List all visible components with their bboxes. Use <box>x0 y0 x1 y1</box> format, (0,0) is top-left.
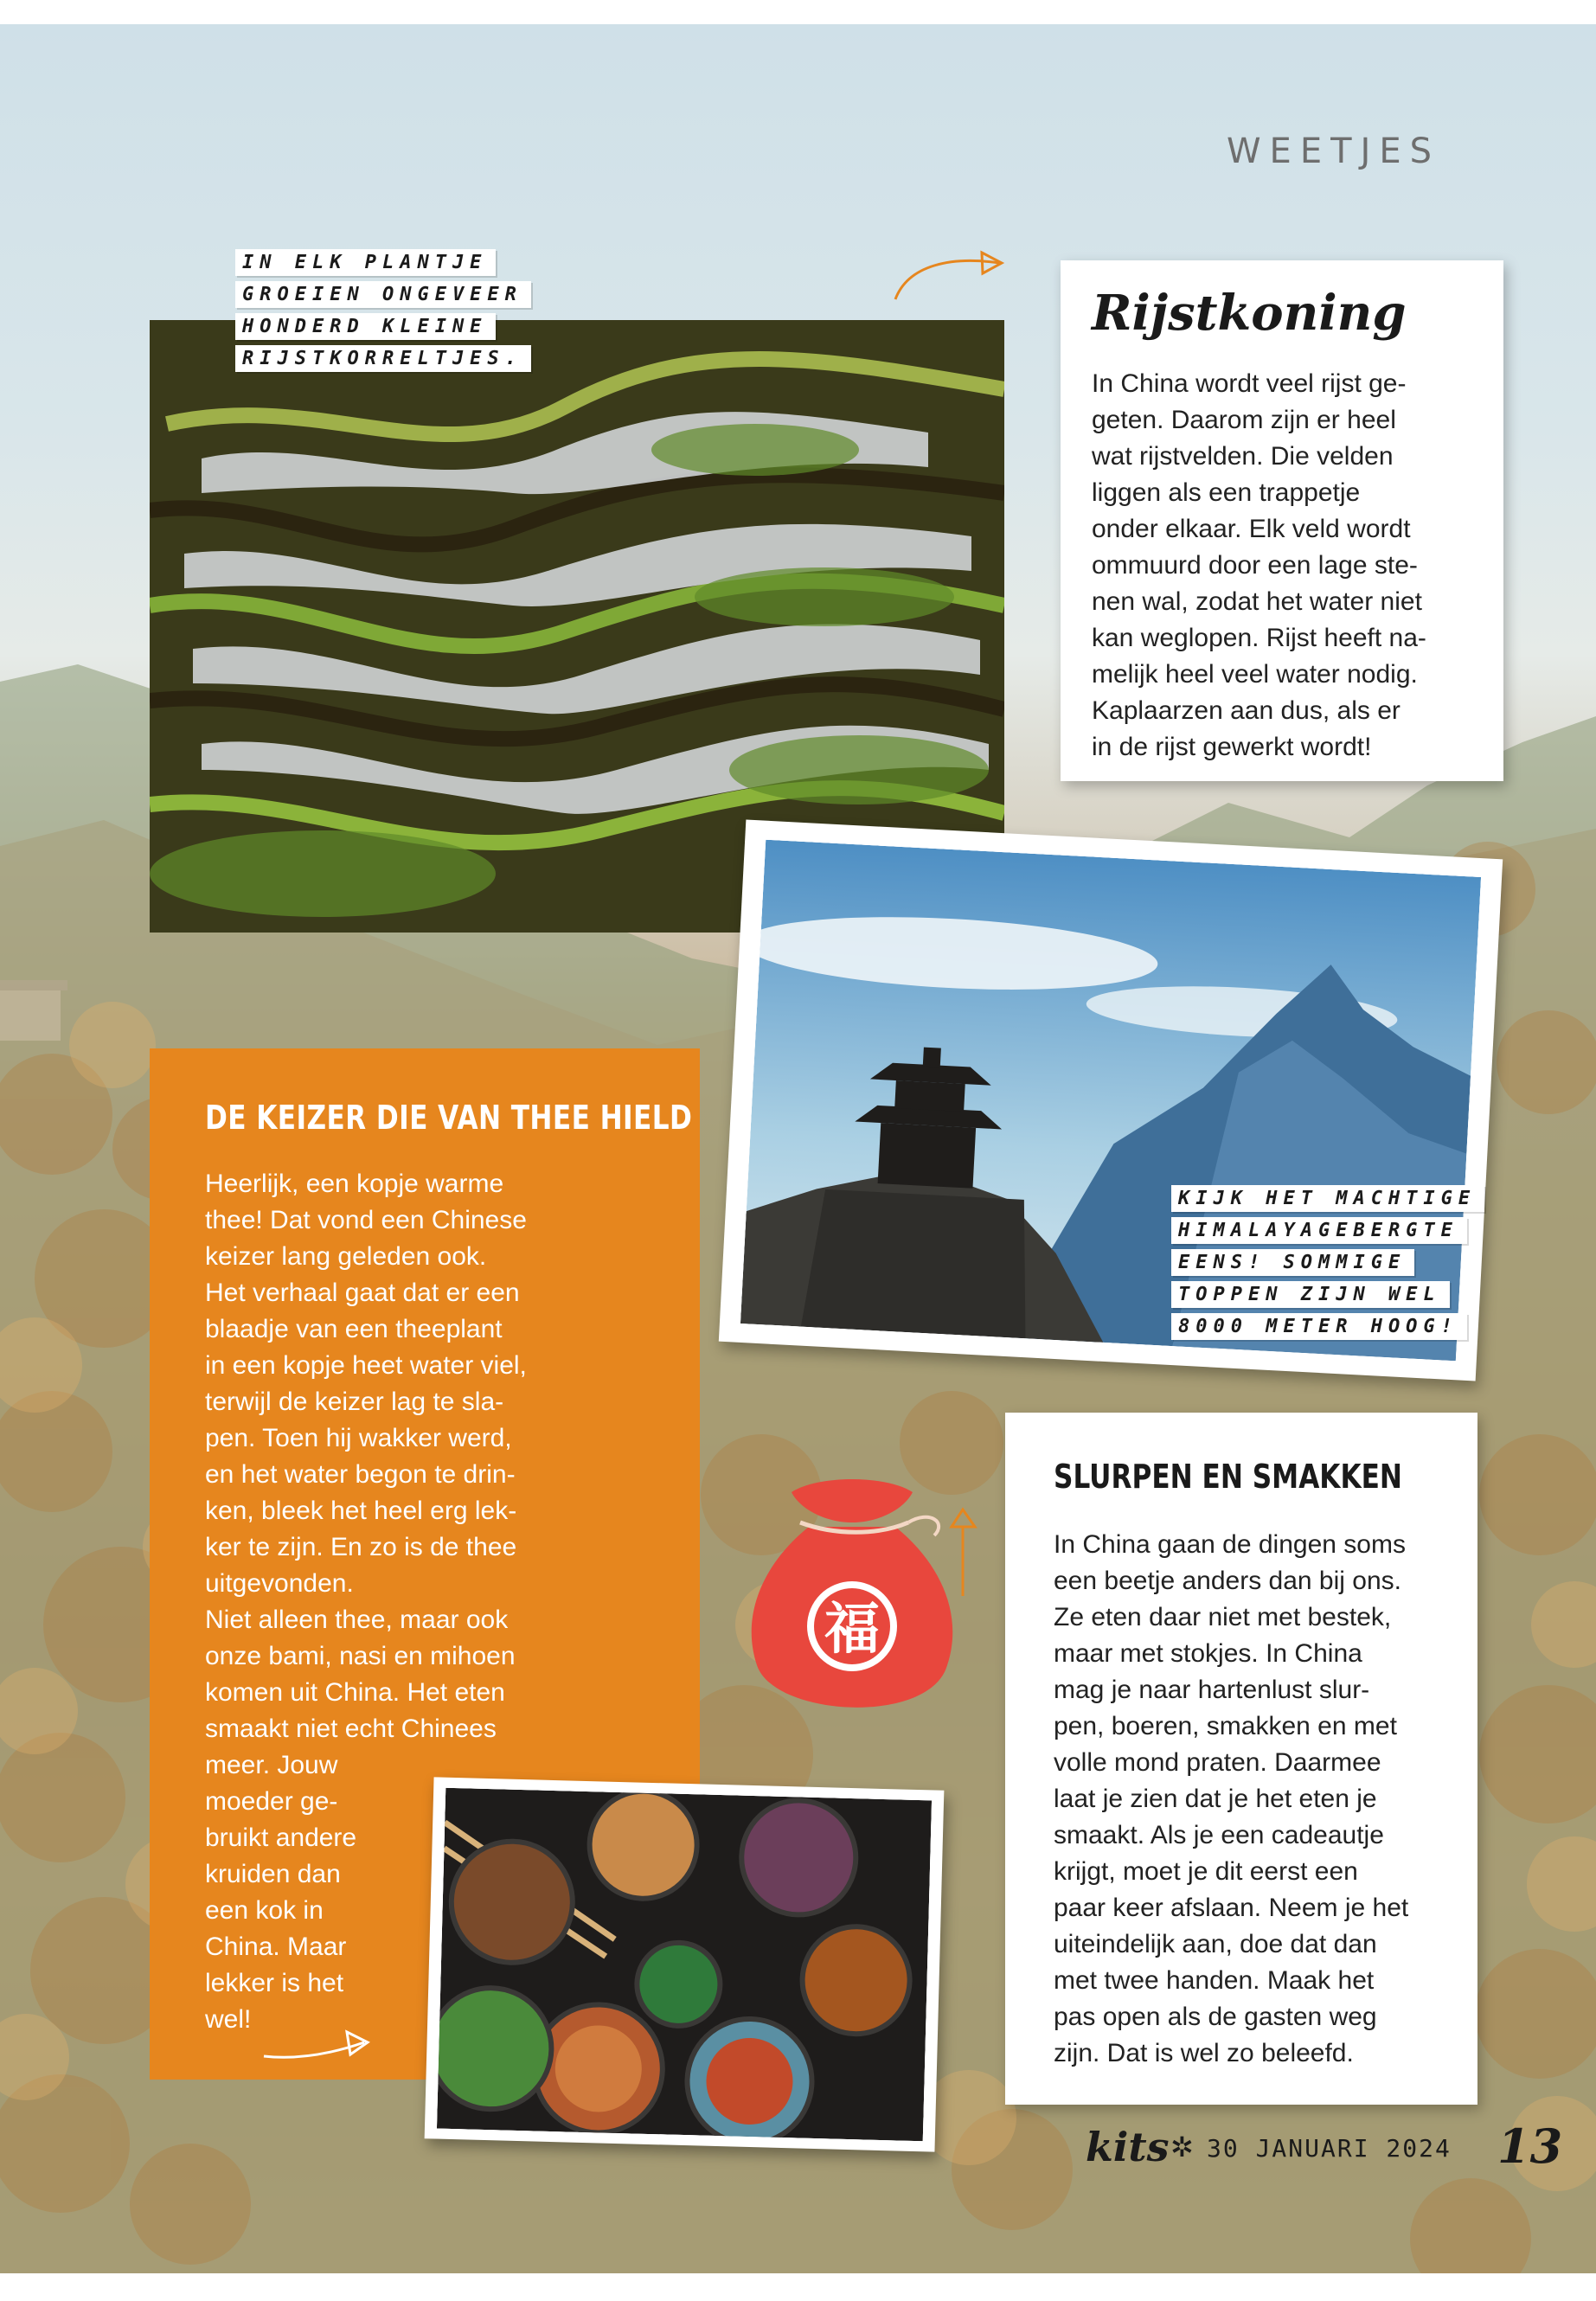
chinese-food-photo <box>437 1788 932 2142</box>
rice-caption <box>235 249 531 377</box>
slurpen-card <box>1005 1413 1477 2105</box>
caption-line: IN ELK PLANTJE <box>235 249 496 276</box>
decorative-arrow-icon <box>260 2022 381 2065</box>
section-label: WEETJES <box>1227 131 1440 171</box>
keizer-title: DE KEIZER DIE VAN THEE HIELD <box>205 1099 693 1137</box>
brand-logo: kits <box>1086 2124 1170 2170</box>
rijstkoning-body: In China wordt veel rijst ge- geten. Daarom zijn er heel wat rijstvelden. Die velden liggen als een trappetje onder elkaar. Elk veld wordt ommuurd door een lage ste- nen wal, zodat het water niet kan weglopen. Rijst heeft na- melijk heel veel water nodig. Kaplaarzen aan dus, als er in de rijst gewerkt wordt! <box>1092 369 1426 761</box>
caption-line: GROEIEN ONGEVEER <box>235 281 531 308</box>
himalaya-caption <box>1171 1185 1484 1345</box>
fu-character: 福 <box>824 1598 880 1662</box>
caption-line: HONDERD KLEINE <box>235 313 496 340</box>
rijstkoning-card <box>1061 260 1503 781</box>
page-footer <box>1086 2118 1563 2176</box>
keizer-body: Heerlijk, een kopje warme thee! Dat vond een Chinese keizer lang geleden ook. Het verhaal gaat dat er een blaadje van een theeplant in een kopje heet water viel, terwijl de keizer lag te sla- pen. Toen hij wakker werd, en het water begon te drin- ken, bleek het heel erg lek- ker te zijn. En zo is de thee uitgevonden. Niet alleen thee, maar ook onze bami, nasi en mihoen komen uit China. Het eten smaakt niet echt Chinees meer. Jouw moeder ge- bruikt andere kruiden dan een kok in China. Maar lekker is het wel! <box>205 1170 527 2034</box>
caption-line: 8000 METER HOOG! <box>1171 1313 1467 1340</box>
slurpen-body: In China gaan de dingen soms een beetje anders dan bij ons. Ze eten daar niet met bestek, maar met stokjes. In China mag je naar hartenlust slur- pen, boeren, smakken en met volle mond praten. Daarmee laat je zien dat je het eten je smaakt. Als je een cadeautje krijgt, moet je dit eerst een paar keer afslaan. Neem je het uiteindelijk aan, doe dat dan met twee handen. Maak het pas open als de gasten weg zijn. Dat is wel zo beleefd. <box>1054 1530 1409 2067</box>
decorative-arrow-icon <box>891 239 1012 308</box>
caption-line: TOPPEN ZIJN WEL <box>1171 1281 1450 1308</box>
page-number: 13 <box>1497 2118 1563 2174</box>
lucky-bag-icon <box>740 1475 999 1752</box>
slurpen-title: SLURPEN EN SMAKKEN <box>1054 1458 1402 1496</box>
caption-line: RIJSTKORRELTJES. <box>235 345 531 372</box>
separator-icon: ✲ <box>1170 2131 1194 2163</box>
caption-line: EENS! SOMMIGE <box>1171 1249 1414 1276</box>
caption-line: KIJK HET MACHTIGE <box>1171 1185 1484 1212</box>
rijstkoning-title: Rijstkoning <box>1092 285 1407 342</box>
caption-line: HIMALAYAGEBERGTE <box>1171 1217 1467 1244</box>
food-photo-frame <box>425 1777 945 2151</box>
issue-date: 30 JANUARI 2024 <box>1207 2134 1452 2163</box>
